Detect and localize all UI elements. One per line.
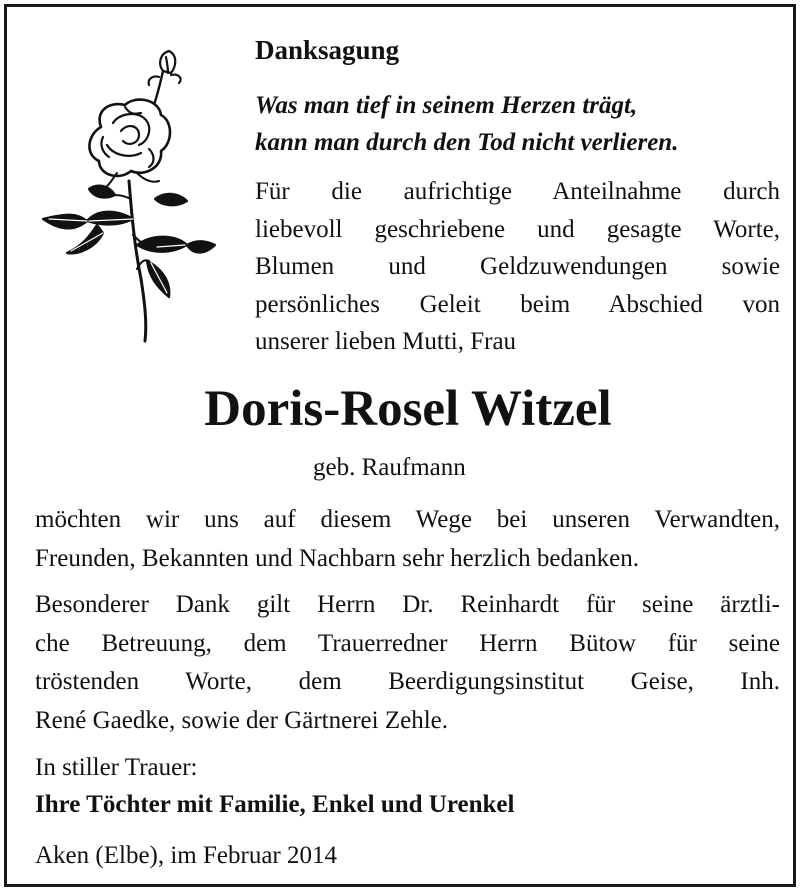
intro-paragraph bbox=[255, 173, 780, 361]
intro-line: liebevoll geschriebene und gesagte Worte, bbox=[255, 215, 780, 243]
thanks-line: Freunden, Bekannten und Nachbarn sehr herzlich bedanken. bbox=[35, 544, 639, 572]
intro-line: unserer lieben Mutti, Frau bbox=[255, 328, 517, 355]
birth-name: geb. Raufmann bbox=[313, 454, 466, 481]
mourners-signature: Ihre Töchter mit Familie, Enkel und Urenkel bbox=[35, 791, 515, 818]
place-and-date: Aken (Elbe), im Februar 2014 bbox=[35, 842, 338, 869]
special-thanks-line: che Betreuung, dem Trauerredner Herrn Bütow für seine bbox=[35, 629, 780, 657]
memorial-quote bbox=[255, 87, 785, 161]
special-thanks-line: René Gaedke, sowie der Gärtnerei Zehle. bbox=[35, 706, 449, 734]
obituary-notice-frame bbox=[4, 4, 796, 887]
thanks-line: möchten wir uns auf diesem Wege bei unseren Verwandten, bbox=[35, 506, 780, 533]
quote-line: Was man tief in seinem Herzen trägt, bbox=[255, 92, 638, 119]
special-thanks-paragraph bbox=[35, 586, 780, 740]
intro-line: Für die aufrichtige Anteilnahme durch bbox=[255, 178, 780, 205]
mourning-label: In stiller Trauer: bbox=[35, 754, 198, 781]
quote-line: kann man durch den Tod nicht verlieren. bbox=[255, 129, 679, 156]
special-thanks-line: tröstenden Worte, dem Beerdigungsinstitut Geise, Inh. bbox=[35, 668, 780, 695]
special-thanks-line: Besonderer Dank gilt Herrn Dr. Reinhardt für seine ärztli- bbox=[35, 591, 780, 618]
intro-line: persönliches Geleit beim Abschied von bbox=[255, 290, 780, 318]
thanks-paragraph bbox=[35, 501, 780, 578]
notice-heading: Danksagung bbox=[255, 35, 400, 65]
rose-icon bbox=[37, 49, 217, 344]
deceased-name: Doris-Rosel Witzel bbox=[204, 381, 612, 437]
intro-line: Blumen und Geldzuwendungen sowie bbox=[255, 253, 780, 280]
